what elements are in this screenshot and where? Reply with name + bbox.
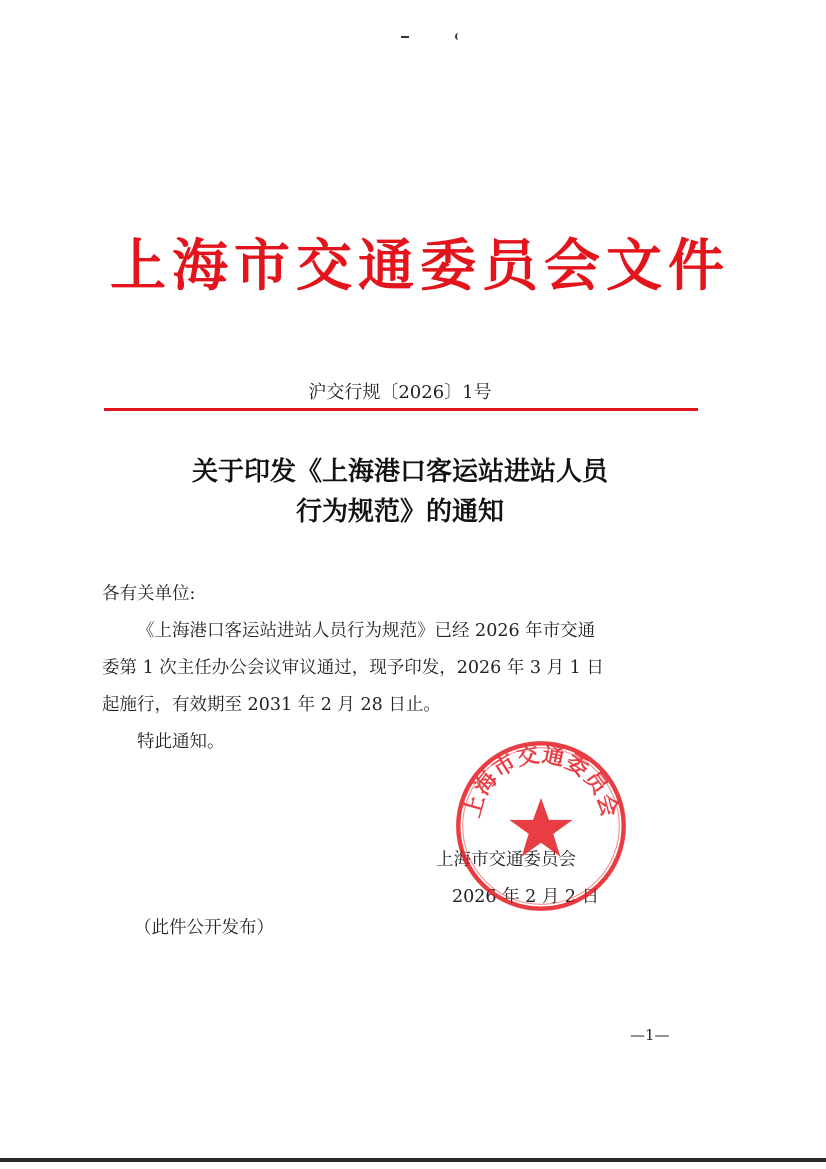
salutation: 各有关单位:: [102, 584, 196, 604]
official-seal-icon: [453, 738, 629, 914]
document-header-title: 上海市交通委员会文件: [110, 233, 730, 299]
document-number: 沪交行规〔2026〕1号: [308, 382, 492, 403]
notice-title: [100, 452, 700, 532]
signature-organization: 上海市交通委员会: [436, 850, 576, 870]
signature-date: 2026 年 2 月 2 日: [452, 887, 600, 907]
notice-title-line-2: 行为规范》的通知: [295, 497, 504, 527]
svg-text:上海市交通委员会: 上海市交通委员会: [459, 741, 623, 821]
notice-body: [102, 576, 702, 761]
scan-bottom-edge: [0, 1158, 826, 1162]
public-release-note: （此件公开发布）: [134, 918, 274, 938]
paragraph-line-1: 《上海港口客运站进站人员行为规范》已经 2026 年市交通: [137, 621, 596, 641]
closing-line: 特此通知。: [137, 732, 225, 752]
red-separator-line: [104, 408, 698, 411]
paragraph-line-3: 起施行，有效期至 2031 年 2 月 28 日止。: [102, 695, 441, 715]
scan-artifact-dash: [401, 36, 409, 38]
paragraph-line-2: 委第 1 次主任办公会议审议通过，现予印发，2026 年 3 月 1 日: [102, 658, 604, 678]
scan-artifact-curve: [455, 33, 460, 40]
notice-title-line-1: 关于印发《上海港口客运站进站人员: [191, 457, 608, 487]
page-number: —1—: [630, 1026, 670, 1044]
